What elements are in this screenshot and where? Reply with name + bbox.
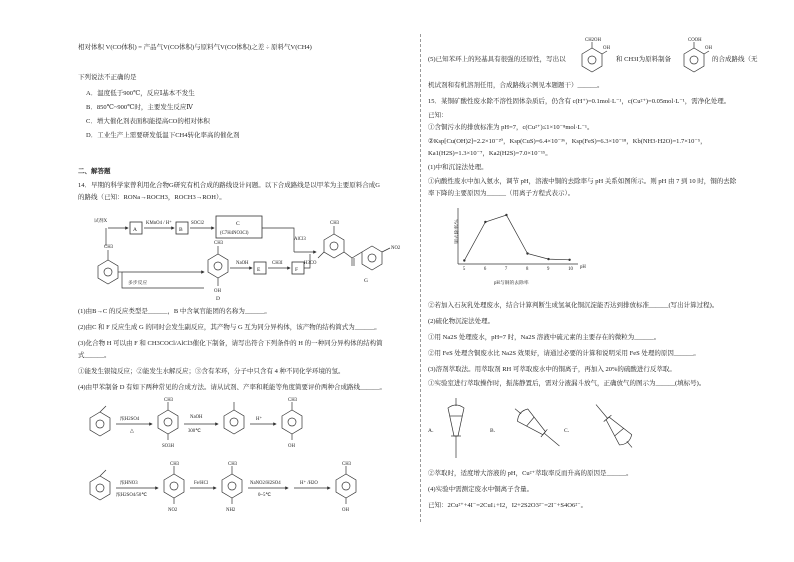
data-point [484, 221, 486, 223]
q5-line2: 机试剂和有机溶剂任用，合成路线示例见本题题干）______。 [428, 82, 604, 89]
g-och3: H3CO [304, 261, 317, 266]
g-no2: NO2 [391, 246, 401, 251]
route1-toluene [90, 406, 110, 436]
option-b: B．850℃~900℃时，主要发生反应Ⅳ [86, 104, 193, 111]
q15-p1a: ①向酸性废水中加入氨水，调节 pH，溶液中铜的去除率与 pH 关系如图所示。则 pH 由 7 到 10 时，铜的去除 [428, 178, 737, 185]
q14-intro-line1: 14．早期的科学家曾利用化合物G研究有机合成的路线设计问题。以下合成路线是以甲苯为主要原料合成G [78, 182, 380, 189]
d-oh: OH [214, 289, 221, 294]
ch3i-label: CH3I [272, 261, 283, 266]
q14-part4: (4)由甲苯制备 D 有如下两种常见的合成方法。请从试剂、产率和耗能等角度简要评价两种合成路线______。 [78, 384, 387, 391]
g-label: G [364, 278, 368, 284]
q5-tail: 的合成路线（无 [712, 56, 758, 63]
q15-last: 已知：2Cu²⁺+4I⁻=2CuI↓+I2，I2+2S2O3²⁻=2I⁻+S4O6²⁻。 [428, 502, 588, 509]
alcl3-label: AlCl3 [294, 237, 306, 242]
x-tick-label: 10 [568, 267, 573, 272]
oh-label-b: OH [705, 46, 712, 51]
q14-part3: (3)化合物 H 可以由 F 和 CH3COCl/AlCl3催化下制备，请写出符合下列条件的 H 的一种同分异构体的结构简 [78, 340, 383, 347]
route2-oh: OH [342, 508, 349, 513]
q15-part4: (4)实验中需测定废水中铜离子含量。 [428, 486, 534, 493]
reagent-x-label: 试剂X [94, 219, 108, 224]
compound-g-structure [304, 221, 401, 284]
synthesis-scheme [78, 206, 418, 302]
route2-product [336, 462, 356, 513]
route1-sulfonic [158, 398, 178, 449]
route1-ch3-a: CH3 [164, 398, 174, 403]
q15-line1: 15．某铜矿酸性废水除不溶性固体杂质后，仍含有 c(H⁺)=0.1mol·L⁻¹，c(Cu²⁺)=0.05mol·L⁻¹，需净化处理。 [428, 98, 731, 105]
d-ch3: CH3 [214, 241, 224, 246]
route2-toluene [90, 470, 110, 500]
route2-nano2-temp: 0~5℃ [258, 493, 271, 498]
route-two [78, 456, 418, 518]
route1-acid: H⁺ [256, 417, 262, 422]
benzyl-alcohol-structure [572, 36, 612, 76]
funnel-a [448, 398, 464, 458]
left-column [78, 0, 418, 562]
multi-step-label: 多步反应 [128, 281, 148, 286]
box-e-label: E [257, 267, 261, 273]
funnel-b [510, 403, 565, 453]
series-line [464, 215, 569, 261]
oh-label-a: OH [603, 46, 610, 51]
route2-reagent: 浓HNO3 [120, 481, 138, 486]
box-b-label: B [179, 227, 183, 233]
route2-amine [222, 462, 242, 513]
box-f-label: F [295, 267, 299, 273]
q15-p7: ②萃取时，适度增大溶液的 pH，Cu²⁺萃取率反而升高的原因是______。 [428, 470, 633, 477]
column-divider [420, 34, 421, 522]
q15-p4: ②用 FeS 处理含铜废水比 Na2S 效果好，请通过必要的计算和说明采用 FeS 处理的原因______。 [428, 350, 700, 357]
q15-known: 已知： [428, 112, 448, 119]
c-formula: (C7H4NO3Cl) [220, 231, 249, 236]
d-label: D [216, 296, 220, 302]
q15-k1: ①含铜污水的排放标准为 pH=7，c(Cu²⁺)≤1×10⁻⁸mol·L⁻¹。 [428, 124, 594, 131]
route2-nitro [164, 462, 184, 513]
q15-p5: (3)溶剂萃取法。用萃取剂 RH 可萃取废水中的铜离子，再加入 20%的硫酸进行反萃取。 [428, 366, 676, 373]
q15-k2: ②Ksp[Cu(OH)2]=2.2×10⁻²⁰，Ksp(CuS)=6.4×10⁻³⁶，Ksp(FeS)=6.3×10⁻¹⁸，Kb(NH3·H2O)=1.7×10⁻⁵， [428, 138, 707, 145]
x-tick-label: 5 [462, 267, 466, 272]
question-prompt: 下列说法不正确的是 [78, 74, 137, 81]
box-c-label: C [236, 221, 240, 227]
route2-nh2: NH2 [226, 508, 236, 513]
route2-ch3-a: CH3 [170, 462, 180, 467]
route2-nano2: NaNO2/H2SO4 [250, 481, 281, 486]
q5-line1: (5)已知苯环上的羟基具有很强的还原性，写出以 [428, 56, 566, 63]
funnel-label-c: C． [564, 428, 574, 434]
q14-part2: (2)由C 和 F 反应生成 G 的同时会发生副反应，其产物与 G 互为同分异构体，该产物的结构简式为______。 [78, 324, 381, 331]
socl2-label: SOCl2 [191, 221, 205, 226]
route1-naoh: NaOH [190, 415, 203, 420]
toluene-ch3: CH3 [104, 245, 114, 250]
data-point [505, 214, 507, 216]
route2-last: H⁺ /H2O [300, 481, 318, 486]
funnel-label-b: B． [490, 428, 500, 434]
y-axis-label: 铜去除率/% [455, 219, 460, 244]
q14-intro-line2: 的路线（已知：RONa→ROCH3，ROCH3→ROH）。 [78, 194, 226, 201]
data-point [568, 259, 570, 261]
data-point [526, 252, 528, 254]
cooh-label: COOH [688, 38, 702, 43]
route2-reagent2: 浓H2SO4/50℃ [116, 493, 147, 498]
x-tick-label: 6 [483, 267, 487, 272]
kmno4-label: KMnO4 / H⁺ [146, 221, 172, 226]
route1-phenoxide [224, 402, 244, 434]
q15-p2: ②若加入石灰乳处理废水，结合计算判断生成氢氧化铜沉淀能否达到排放标准______(写出计算过程)。 [428, 302, 719, 309]
section-title: 二、解答题 [78, 168, 111, 175]
route1-product [282, 398, 302, 449]
q14-part1: (1)由B→C 的反应类型是______，B 中含氧官能团的名称为______。 [78, 308, 271, 315]
route2-no2: NO2 [168, 508, 178, 513]
compound-d-structure [208, 241, 228, 302]
funnel-diagrams [428, 392, 728, 464]
q15-k3: Ka1(H2S)=1.3×10⁻⁷，Ka2(H2S)=7.0×10⁻¹⁵。 [428, 150, 552, 157]
q15-p1b: 率下降的主要原因为______（用离子方程式表示）。 [428, 190, 575, 197]
salicylic-acid-structure [674, 36, 714, 76]
option-a: A．温度低于900℃，反应Ⅰ基本不发生 [86, 90, 195, 97]
funnel-c [590, 399, 638, 452]
option-c: C．增大催化剂表面积能提高CO的相对体积 [86, 118, 210, 125]
copper-removal-chart [442, 202, 588, 288]
ratio-formula: 相对体积 V(CO体积) = 产品气V(CO体积)与原料气V(CO体积)之差 ÷ 原料气V(CH4) [78, 44, 312, 51]
chart-caption: pH与铜的去除率 [494, 281, 529, 286]
x-tick-label: 7 [504, 267, 508, 272]
g-ch3: CH3 [330, 221, 340, 226]
route1-so3h: SO3H [162, 444, 174, 449]
q15-part2: (2)硫化物沉淀法处理。 [428, 318, 495, 325]
route2-ch3-b: CH3 [228, 462, 238, 467]
q15-p3: ①用 Na2S 处理废水，pH=7 时，Na2S 溶液中硫元素的主要存在的微粒为______。 [428, 334, 661, 341]
option-d: D．工业生产上需要研发低温下CH4转化率高的催化剂 [86, 132, 240, 139]
box-a-label: A [133, 227, 137, 233]
route1-reagent: 浓H2SO4 [120, 417, 140, 422]
q5-mid: 和 CH3I为原料制备 [616, 56, 672, 63]
naoh-label: NaOH [236, 261, 249, 266]
q15-part1: (1)中和沉淀法处理。 [428, 164, 488, 171]
route-one [78, 394, 418, 454]
route1-naoh-temp: 300℃ [188, 429, 201, 434]
data-point [463, 259, 465, 261]
q15-p6: ①实验室进行萃取操作时，振荡静置后，需对分液漏斗放气，正确放气的图示为______(填标号)。 [428, 380, 706, 387]
x-tick-label: 8 [525, 267, 529, 272]
funnel-label-a: A． [428, 428, 438, 434]
toluene-structure [98, 245, 118, 284]
ch2oh-label: CH2OH [585, 38, 601, 43]
data-point [547, 258, 549, 260]
route2-ch3-c: CH3 [342, 462, 352, 467]
route1-ch3-b: CH3 [288, 398, 298, 403]
route1-oh: OH [288, 444, 295, 449]
right-column [428, 0, 758, 562]
q14-conditions: ①能发生银镜反应；②能发生水解反应；③含有苯环，分子中只含有 4 种不同化学环境的氢。 [78, 368, 345, 375]
x-axis-label: pH [580, 265, 586, 270]
route1-temp: △ [130, 429, 134, 434]
route2-fe: Fe/HCl [194, 481, 209, 486]
x-tick-label: 9 [547, 267, 550, 272]
q14-part3-cont: 式______。 [78, 352, 111, 359]
